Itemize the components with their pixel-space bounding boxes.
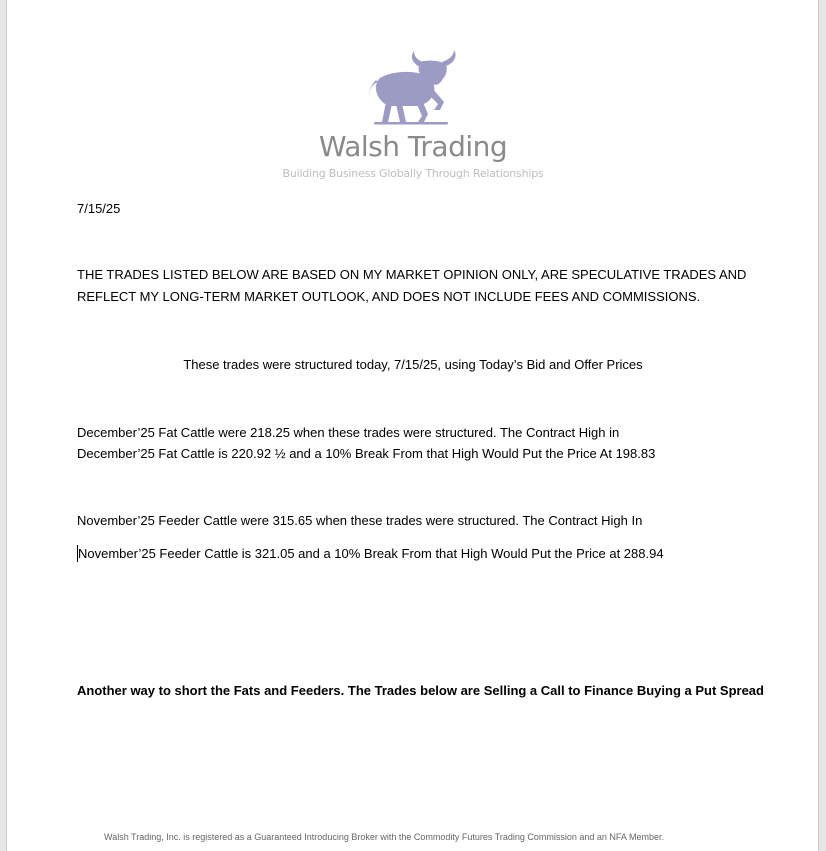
regulatory-footer: Walsh Trading, Inc. is registered as a Guaranteed Introducing Broker with the Commodity Futures Trading Commission and an NFA Member.	[104, 832, 664, 842]
feeder-cattle-line-2[interactable]: November’25 Feeder Cattle is 321.05 and a 10% Break From that High Would Put the Price at 288.94	[78, 546, 664, 561]
structured-note: These trades were structured today, 7/15/25, using Today’s Bid and Offer Prices	[183, 357, 643, 372]
company-name: Walsh Trading	[318, 130, 508, 163]
document-date: 7/15/25	[77, 201, 121, 216]
strategy-heading: Another way to short the Fats and Feeders. The Trades below are Selling a Call to Finance Buying a Put Spread	[77, 683, 764, 698]
fat-cattle-line-1: December’25 Fat Cattle were 218.25 when these trades were structured. The Contract High in	[77, 425, 620, 440]
disclaimer-line-2: REFLECT MY LONG-TERM MARKET OUTLOOK, AND DOES NOT INCLUDE FEES AND COMMISSIONS.	[77, 289, 701, 304]
fat-cattle-line-2: December’25 Fat Cattle is 220.92 ½ and a 10% Break From that High Would Put the Price At 198.83	[77, 446, 656, 461]
bull-icon	[360, 48, 460, 128]
company-tagline: Building Business Globally Through Relationships	[282, 167, 544, 180]
disclaimer-line-1: THE TRADES LISTED BELOW ARE BASED ON MY MARKET OPINION ONLY, ARE SPECULATIVE TRADES AND	[77, 267, 747, 282]
feeder-cattle-line-1: November’25 Feeder Cattle were 315.65 when these trades were structured. The Contract High In	[77, 513, 643, 528]
